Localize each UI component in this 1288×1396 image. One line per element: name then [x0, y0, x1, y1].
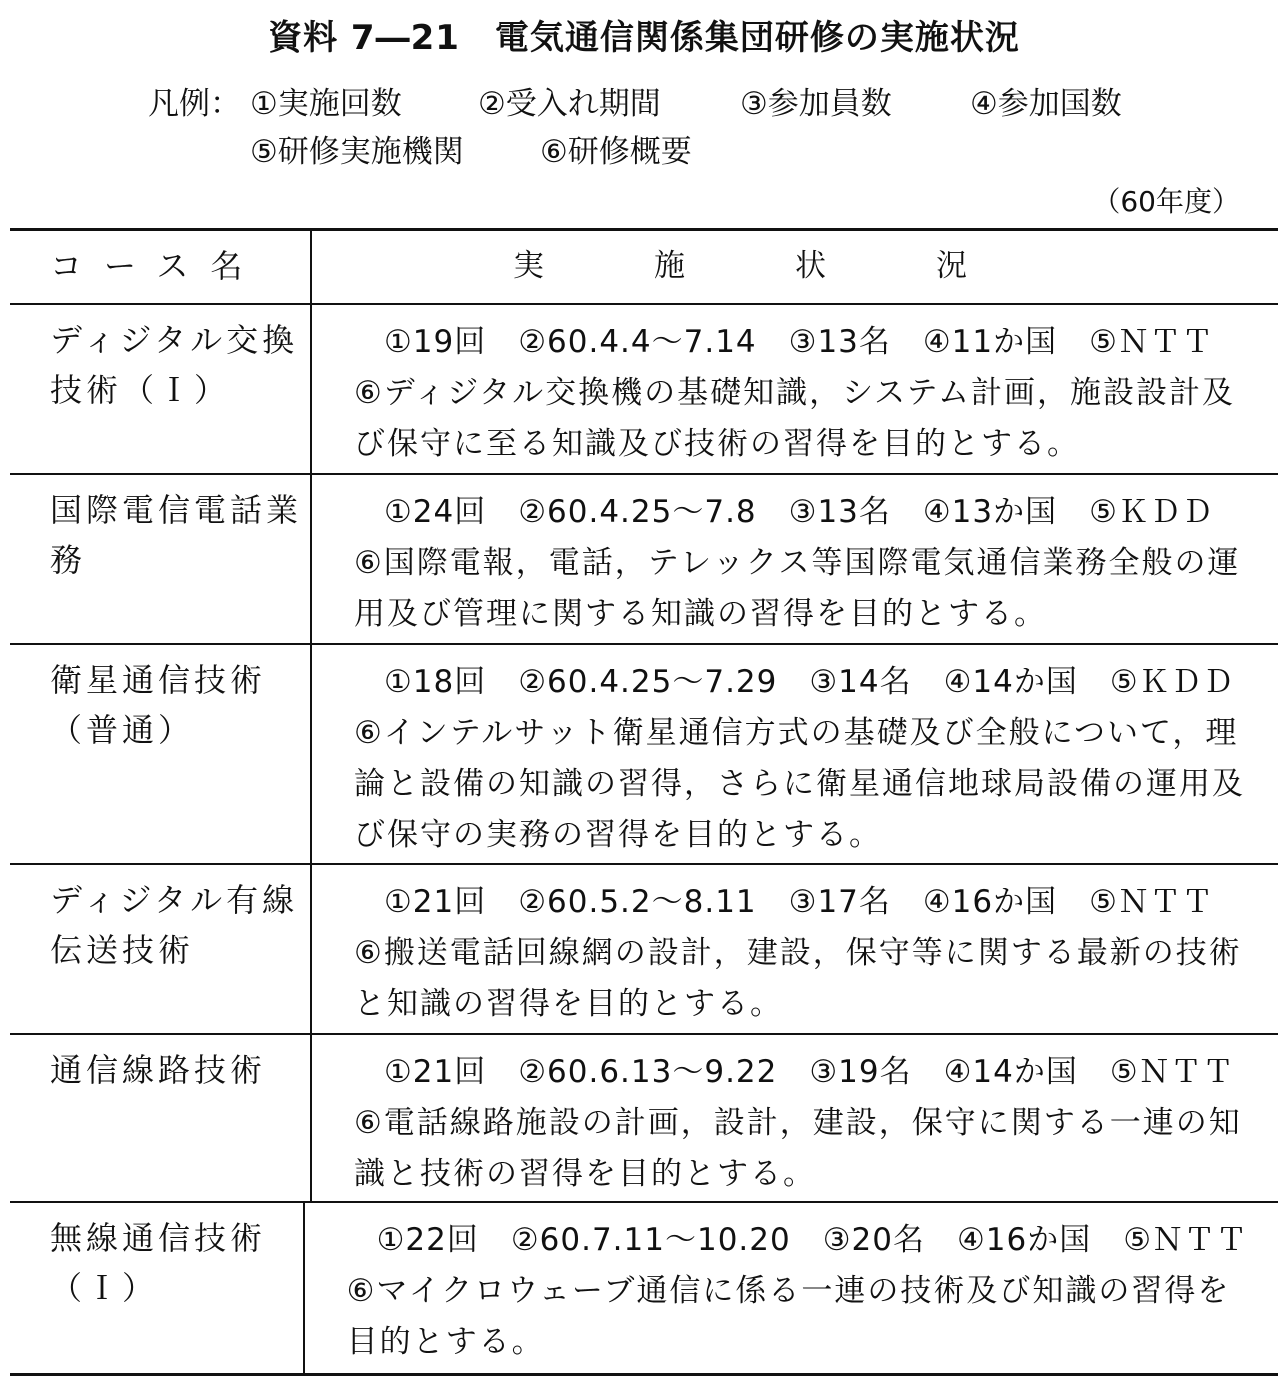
course-summary: ⑥国際電報，電話，テレックス等国際電気通信業務全般の運用及び管理に関する知識の習得を目的とする。 [354, 545, 1241, 632]
course-name: ディジタル有線伝送技術 [10, 865, 312, 1033]
legend-item: ③参加員数 [740, 86, 892, 122]
course-facts: ①22回 ②60.7.11～10.20 ③20名 ④16か国 ⑤ＮＴＴ [376, 1222, 1248, 1258]
course-name: 無線通信技術（Ｉ） [10, 1203, 305, 1373]
table-row [10, 645, 1278, 865]
table-row [10, 1035, 1278, 1203]
table-row [10, 1203, 1278, 1373]
course-facts: ①18回 ②60.4.25～7.29 ③14名 ④14か国 ⑤ＫＤＤ [384, 664, 1235, 700]
course-summary: ⑥搬送電話回線網の設計，建設，保守等に関する最新の技術と知識の習得を目的とする。 [354, 935, 1242, 1022]
table-row [10, 305, 1278, 475]
course-summary: ⑥インテルサット衛星通信方式の基礎及び全般について，理論と設備の知識の習得，さらに衛星通信地球局設備の運用及び保守の実務の習得を目的とする。 [354, 715, 1245, 853]
course-name: 衛星通信技術（普通） [10, 645, 312, 863]
document-title: 資料 7―21 電気通信関係集団研修の実施状況 [268, 18, 1020, 58]
course-status [312, 305, 1278, 473]
course-summary: ⑥電話線路施設の計画，設計，建設，保守に関する一連の知識と技術の習得を目的とする。 [354, 1105, 1242, 1192]
course-name: 通信線路技術 [10, 1035, 312, 1201]
table-header-row [10, 231, 1278, 305]
course-status [312, 865, 1278, 1033]
course-status [305, 1203, 1278, 1373]
course-summary: ⑥マイクロウェーブ通信に係る一連の技術及び知識の習得を目的とする。 [346, 1273, 1231, 1360]
legend-item: ②受入れ期間 [478, 86, 661, 122]
training-status-table [10, 228, 1278, 1376]
course-summary: ⑥ディジタル交換機の基礎知識，システム計画，施設設計及び保守に至る知識及び技術の習得を目的とする。 [354, 375, 1235, 462]
course-name: 国際電信電話業務 [10, 475, 312, 643]
legend-item: ⑥研修概要 [540, 134, 692, 170]
course-status [312, 645, 1278, 863]
course-name: ディジタル交換技術（Ｉ） [10, 305, 312, 473]
course-facts: ①21回 ②60.6.13～9.22 ③19名 ④14か国 ⑤ＮＴＴ [384, 1054, 1235, 1090]
course-facts: ①19回 ②60.4.4～7.14 ③13名 ④11か国 ⑤ＮＴＴ [384, 324, 1214, 360]
course-facts: ①24回 ②60.4.25～7.8 ③13名 ④13か国 ⑤ＫＤＤ [384, 494, 1214, 530]
fiscal-year-label: （60年度） [1092, 185, 1240, 218]
legend-label: 凡例： [148, 86, 241, 122]
status-header: 実施状況 [513, 248, 1077, 284]
table-row [10, 475, 1278, 645]
course-status [312, 1035, 1278, 1201]
legend-item: ⑤研修実施機関 [250, 134, 464, 170]
course-facts: ①21回 ②60.5.2～8.11 ③17名 ④16か国 ⑤ＮＴＴ [384, 884, 1214, 920]
table-row [10, 865, 1278, 1035]
course-status [312, 475, 1278, 643]
course-name-header: コース名 [10, 231, 312, 303]
legend-item: ④参加国数 [970, 86, 1122, 122]
legend-item: ①実施回数 [250, 86, 402, 122]
